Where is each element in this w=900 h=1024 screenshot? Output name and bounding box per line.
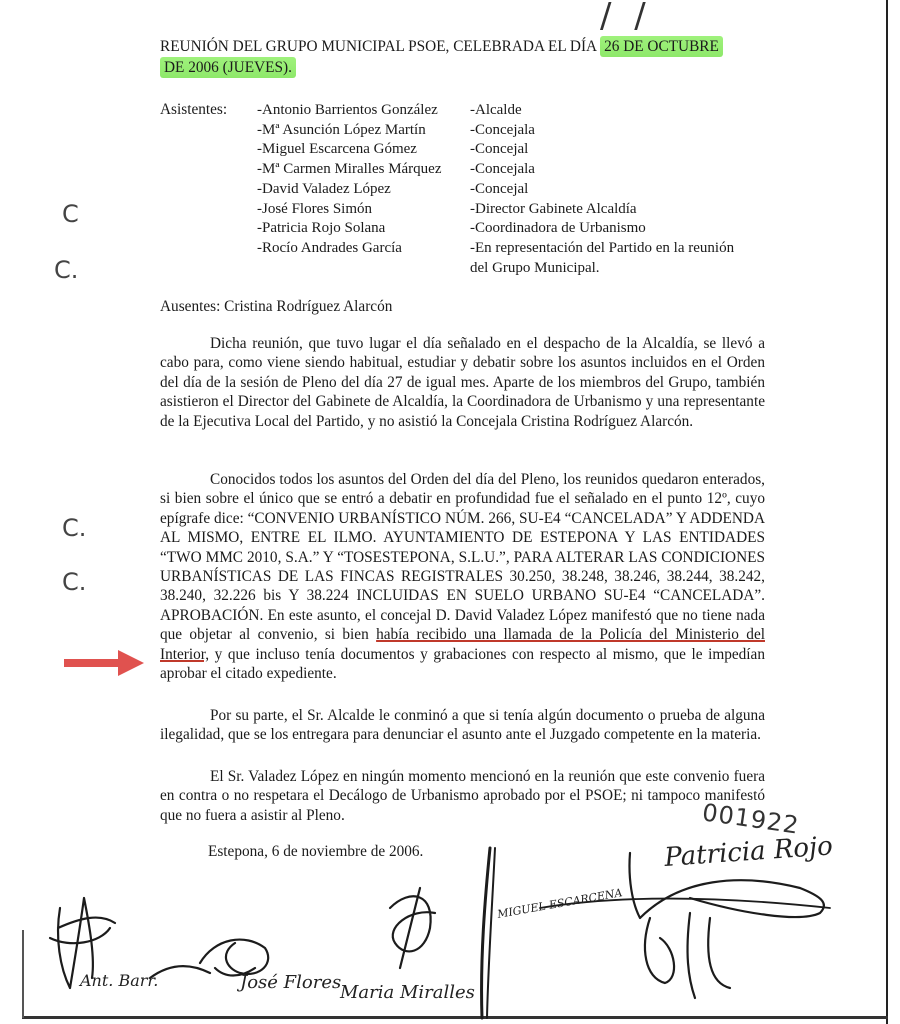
signature-text: Maria Miralles (340, 982, 475, 1003)
attendee-role: -Alcalde (470, 102, 522, 118)
margin-mark: C (62, 200, 79, 228)
attendees-label: Asistentes: (160, 101, 228, 118)
paragraph-3: Por su parte, el Sr. Alcalde le conminó a que si tenía algún documento o prueba de alguna ilegalidad, que se los entregara para denunciar el asunto ante el Juzgado competente en la materia. (160, 707, 765, 744)
red-arrow-icon (64, 648, 146, 678)
attendee-name: -Miguel Escarcena Gómez (257, 141, 417, 158)
title-highlight: 26 DE OCTUBRE (600, 36, 723, 57)
paragraph-2: Conocidos todos los asuntos del Orden del día del Pleno, los reunidos quedaron enterados, si bien sobre el único que se entró a debatir en profundidad fue el señalado en el punto 12º, cuyo epígrafe dice: “CONVENIO URBANÍSTICO NÚM. 266, SU-E4 “CANCELADA” Y ADDENDA AL MISMO, ENTRE EL ILMO. AYUNTAMIENTO DE ESTEPONA Y LAS ENTIDADES “TWO MMC 2010, S.A.” Y “TOSESTEPONA, S.L.U.”, PARA ALTERAR LAS CONDICIONES URBANÍSTICAS DE LAS FINCAS REGISTRALES 30.250, 38.248, 38.246, 38.244, 38.242, 38.240, 32.226 bis Y 38.224 INCLUIDAS EN SUELO URBANO SU-E4 “CANCELADA”. APROBACIÓN. En este asunto, el concejal D. David Valadez López manifestó que no tiene nada que objetar al convenio, si bien había recibido una llamada de la Policía del Ministerio del Interior, y que incluso tenía documentos y grabaciones con respecto al mismo, que le impedían aprobar el citado expediente. (160, 471, 765, 683)
margin-mark: C. (62, 514, 87, 542)
attendee-role: -Concejala (470, 161, 535, 178)
signature-text: Ant. Barr. (80, 971, 159, 990)
attendee-name: -Mª Carmen Miralles Márquez (257, 161, 442, 178)
handwritten-mark: / / (600, 0, 652, 36)
attendee-role: del Grupo Municipal. (470, 259, 600, 276)
signature-text: José Flores (240, 972, 342, 993)
margin-mark: C. (54, 256, 79, 284)
attendee-role: -Coordinadora de Urbanismo (470, 220, 646, 237)
attendee-name: -Mª Asunción López Martín (257, 121, 426, 138)
document-title (160, 36, 780, 78)
margin-mark: C. (62, 568, 87, 596)
attendee-role: -Concejala (470, 121, 535, 138)
attendee-name: -Patricia Rojo Solana (257, 220, 386, 237)
underlined-phrase: había recibido una llamada de la Policía del Ministerio del Interior, (160, 626, 765, 663)
signature-text: Patricia Rojo (663, 831, 834, 873)
title-text: REUNIÓN DEL GRUPO MUNICIPAL PSOE, CELEBRADA EL DÍA (160, 38, 601, 55)
attendee-name: -David Valadez López (257, 180, 391, 197)
attendee-name: -José Flores Simón (257, 200, 373, 217)
attendee-role: -Concejal (470, 180, 529, 197)
signature-text: MIGUEL ESCARCENA (496, 886, 624, 921)
page-edge (22, 930, 24, 1018)
attendee-role: -En representación del Partido en la reunión (470, 239, 735, 256)
paragraph-4: El Sr. Valadez López en ningún momento mencionó en la reunión que este convenio fuera en contra o no respetara el Decálogo de Urbanismo aprobado por el PSOE; ni tampoco manifestó que no fuera a asistir al Pleno. (160, 768, 765, 824)
attendee-role: -Concejal (470, 141, 529, 158)
attendee-name: -Antonio Barrientos González (257, 102, 438, 118)
title-highlight: DE 2006 (JUEVES). (160, 57, 296, 78)
paragraph-1: Dicha reunión, que tuvo lugar el día señalado en el despacho de la Alcaldía, se llevó a cabo para, como viene siendo habitual, estudiar y debatir sobre los asuntos incluidos en el Orden del día de la sesión de Pleno del día 27 de igual mes. Aparte de los miembros del Grupo, también asistieron el Director del Gabinete de Alcaldía, la Coordinadora de Urbanismo y una representante de la Ejecutiva Local del Partido, y no asistió la Concejala Cristina Rodríguez Alarcón. (160, 335, 765, 430)
stamp-number: 001922 (700, 798, 802, 840)
absent-line: Ausentes: Cristina Rodríguez Alarcón (160, 298, 393, 315)
attendee-name: -Rocío Andrades García (257, 239, 402, 256)
attendee-role: -Director Gabinete Alcaldía (470, 200, 637, 217)
date-line: Estepona, 6 de noviembre de 2006. (208, 843, 424, 860)
